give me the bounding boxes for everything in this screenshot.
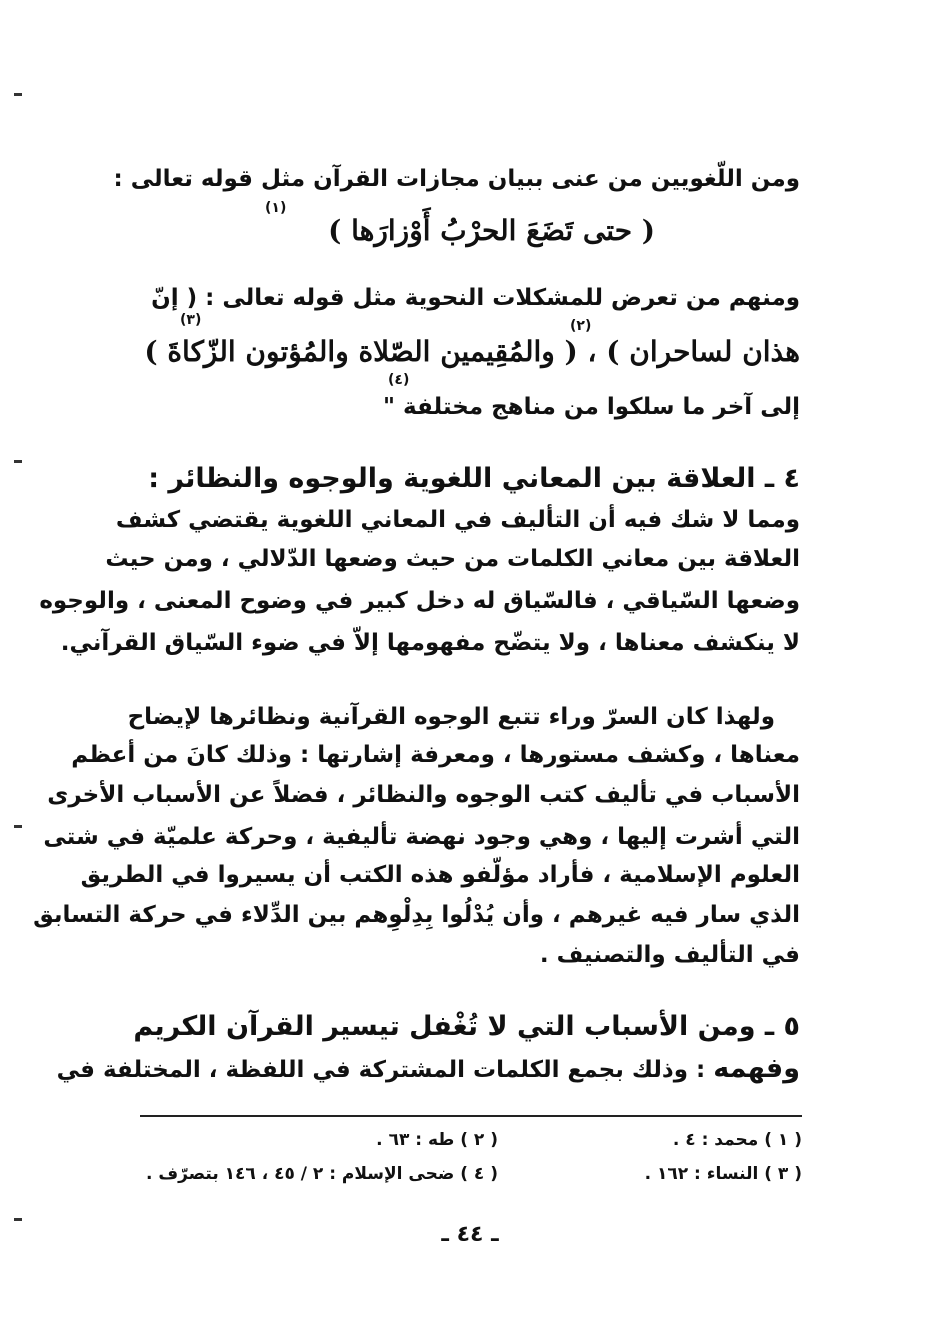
paragraph-line: الأسباب في تأليف كتب الوجوه والنظائر ، فضلاً عن الأسباب الأخرى — [47, 782, 800, 808]
text-line: إلى آخر ما سلكوا من مناهج مختلفة " — [383, 394, 800, 420]
quran-verse: ( حتى تَضَعَ الحرْبُ أَوْزارَها ) — [328, 214, 655, 247]
section-heading-continuation: وفهمه — [713, 1053, 800, 1084]
text-line — [57, 1054, 800, 1085]
paragraph-line: ولهذا كان السرّ وراء تتبع الوجوه القرآنية ونظائرها لإيضاح — [127, 704, 775, 730]
quran-verse: هذان لساحران ) ، ( والمُقِيمين الصّلاة والمُؤتون الزّكاةَ ) — [144, 335, 800, 368]
paragraph-line: في التأليف والتصنيف . — [539, 942, 800, 968]
scan-mark — [14, 460, 22, 463]
footnote: ( ٤ ) ضحى الإسلام : ٢ / ٤٥ ، ١٤٦ بتصرّف . — [145, 1164, 498, 1184]
footnote-marker: (١) — [265, 200, 287, 216]
text-line-rest: : وذلك بجمع الكلمات المشتركة في اللفظة ، المختلفة في — [56, 1057, 714, 1083]
footnote: ( ١ ) محمد : ٤ . — [672, 1130, 802, 1150]
paragraph-line: معناها ، وكشف مستورها ، ومعرفة إشارتها : وذلك كانَ من أعظم — [71, 742, 800, 768]
page-number: ـ ٤٤ ـ — [441, 1222, 499, 1247]
scan-mark — [14, 93, 22, 96]
footnote-divider — [140, 1115, 802, 1117]
paragraph-line: العلاقة بين معاني الكلمات من حيث وضعها الدّلالي ، ومن حيث — [105, 546, 800, 572]
footnote-marker: (٤) — [388, 372, 410, 388]
scan-mark — [14, 825, 22, 828]
paragraph-line: التي أشرت إليها ، وهي وجود نهضة تأليفية ، وحركة علميّة في شتى — [43, 824, 800, 850]
footnote-marker: (٢) — [570, 318, 592, 334]
paragraph-line: الذي سار فيه غيرهم ، وأن يُدْلُوا بِدِلْوِهم بين الدِّلاء في حركة التسابق — [33, 902, 800, 928]
paragraph-line: العلوم الإسلامية ، فأراد مؤلّفو هذه الكتب أن يسيروا في الطريق — [80, 862, 800, 888]
paragraph-line: وضعها السّياقي ، فالسّياق له دخل كبير في وضوح المعنى ، والوجوه — [39, 588, 800, 614]
footnote-marker: (٣) — [180, 312, 202, 328]
paragraph-line: لا ينكشف معناها ، ولا يتضّح مفهومها إلاّ في ضوء السّياق القرآني. — [60, 630, 800, 656]
text-line: ومنهم من تعرض للمشكلات النحوية مثل قوله تعالى : ( إنّ — [151, 285, 800, 311]
footnote: ( ٢ ) طه : ٦٣ . — [376, 1130, 498, 1150]
paragraph-line: ومما لا شك فيه أن التأليف في المعاني اللغوية يقتضي كشف — [115, 507, 800, 533]
section-heading: ٤ ـ العلاقة بين المعاني اللغوية والوجوه والنظائر : — [148, 463, 800, 494]
section-heading: ٥ ـ ومن الأسباب التي لا تُغْفل تيسير القرآن الكريم — [133, 1011, 800, 1042]
text-line: ومن اللّغويين من عنى ببيان مجازات القرآن مثل قوله تعالى : — [113, 166, 800, 192]
scan-mark — [14, 1218, 22, 1221]
footnote: ( ٣ ) النساء : ١٦٢ . — [644, 1164, 802, 1184]
